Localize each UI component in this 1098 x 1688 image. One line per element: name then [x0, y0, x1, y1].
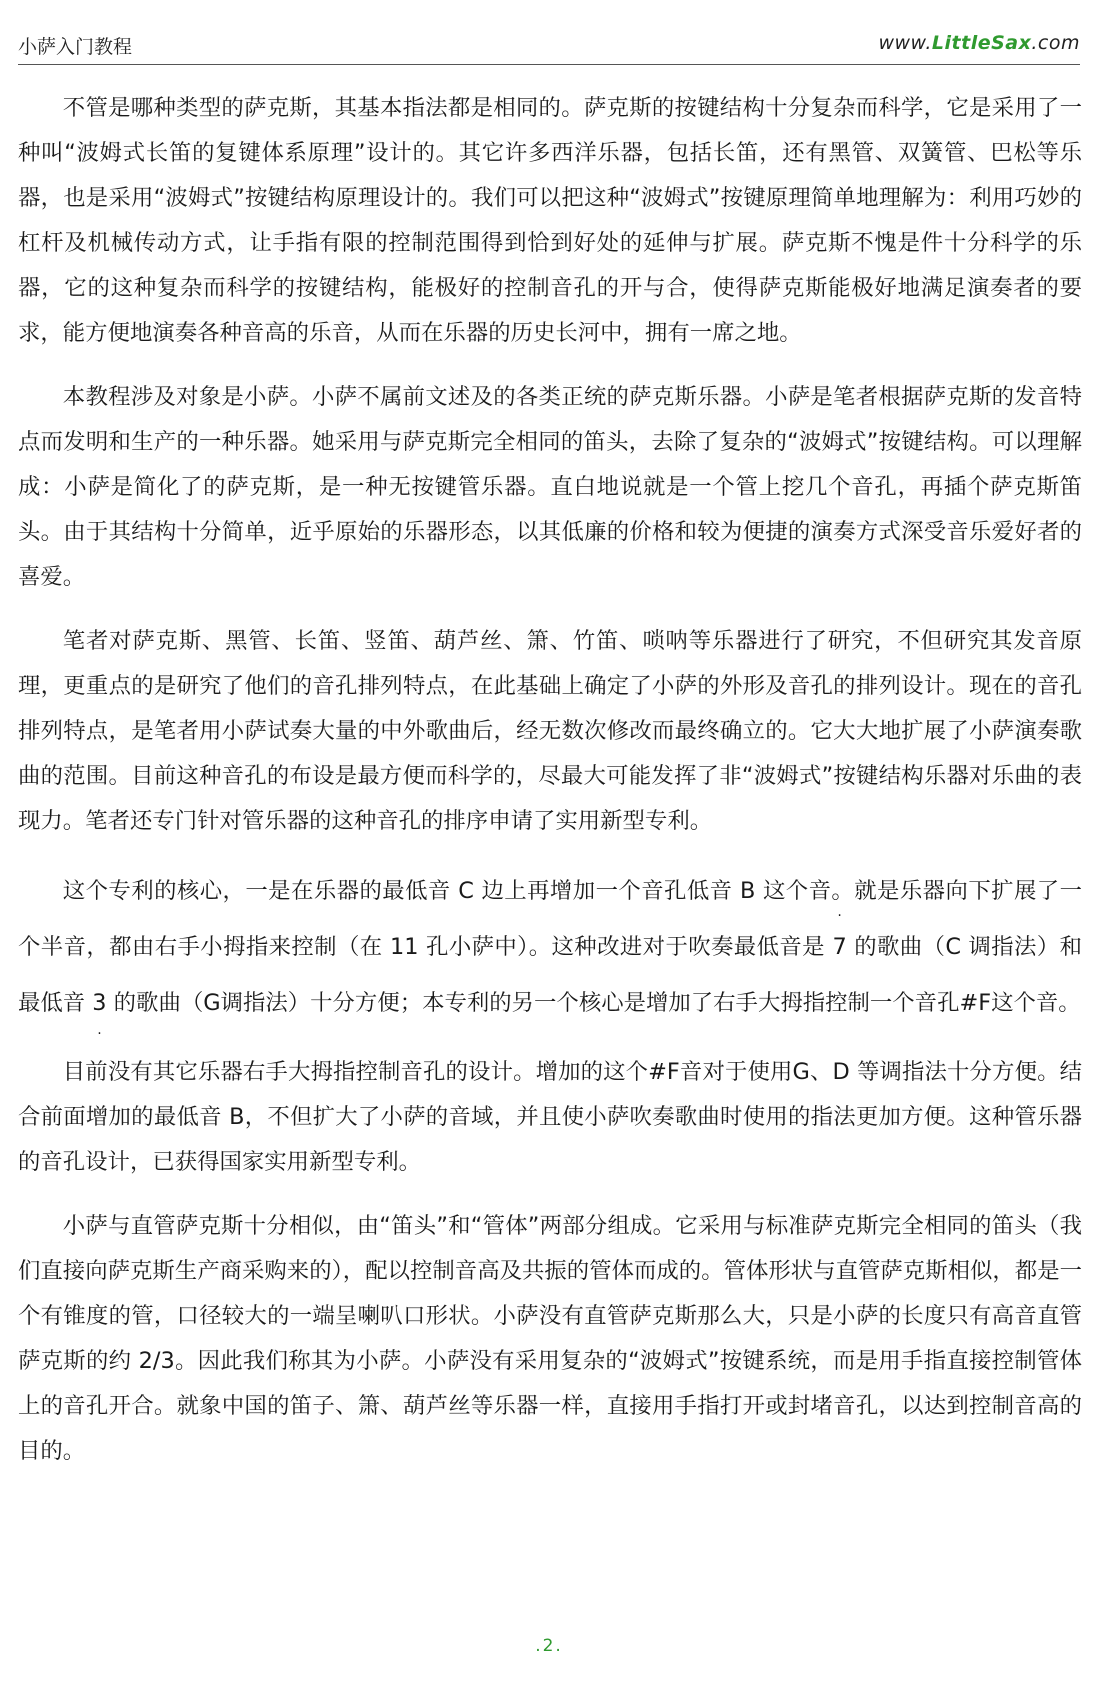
note-seven: 7	[832, 934, 847, 960]
note-dot-above: ·	[837, 908, 842, 924]
page-header	[18, 28, 1080, 65]
note-dot-below: ·	[97, 1026, 102, 1042]
paragraph-4	[18, 863, 1082, 1042]
site-prefix: www.	[878, 32, 932, 54]
site-suffix: .com	[1031, 32, 1080, 54]
header-website	[878, 32, 1080, 54]
paragraph-4-part1: 这个专利的核心，一是在乐器的最低音 C 边上再增加一个音孔低音 B 这个音。就是乐器向下扩展了一个半音，都由右手小拇指来控制（在 11 孔小萨中）。这种改进对于吹奏最低音是	[18, 878, 1082, 960]
note-three-low	[92, 975, 107, 1042]
paragraph-3: 笔者对萨克斯、黑管、长笛、竖笛、葫芦丝、箫、竹笛、唢呐等乐器进行了研究，不但研究其发音原理，更重点的是研究了他们的音孔排列特点，在此基础上确定了小萨的外形及音孔的排列设计。现在的音孔排列特点，是笔者用小萨试奏大量的中外歌曲后，经无数次修改而最终确立的。它大大地扩展了小萨演奏歌曲的范围。目前这种音孔的布设是最方便而科学的，尽最大可能发挥了非“波姆式”按键结构乐器对乐曲的表现力。笔者还专门针对管乐器的这种音孔的排序申请了实用新型专利。	[18, 628, 1082, 834]
paragraph-5: 目前没有其它乐器右手大拇指控制音孔的设计。增加的这个#F音对于使用G、D 等调指法十分方便。结合前面增加的最低音 B，不但扩大了小萨的音域，并且使小萨吹奏歌曲时使用的指法更加方便。这种管乐器的音孔设计，已获得国家实用新型专利。	[18, 1059, 1082, 1175]
header-title: 小萨入门教程	[18, 36, 133, 58]
page-number: .2.	[535, 1636, 563, 1656]
paragraph-2: 本教程涉及对象是小萨。小萨不属前文述及的各类正统的萨克斯乐器。小萨是笔者根据萨克斯的发音特点而发明和生产的一种乐器。她采用与萨克斯完全相同的笛头，去除了复杂的“波姆式”按键结构。可以理解成：小萨是简化了的萨克斯，是一种无按键管乐器。直白地说就是一个管上挖几个音孔，再插个萨克斯笛头。由于其结构十分简单，近乎原始的乐器形态，以其低廉的价格和较为便捷的演奏方式深受音乐爱好者的喜爱。	[18, 384, 1082, 590]
paragraph-1: 不管是哪种类型的萨克斯，其基本指法都是相同的。萨克斯的按键结构十分复杂而科学，它是采用了一种叫“波姆式长笛的复键体系原理”设计的。其它许多西洋乐器，包括长笛，还有黑管、双簧管、巴松等乐器，也是采用“波姆式”按键结构原理设计的。我们可以把这种“波姆式”按键原理简单地理解为：利用巧妙的杠杆及机械传动方式，让手指有限的控制范围得到恰到好处的延伸与扩展。萨克斯不愧是件十分科学的乐器，它的这种复杂而科学的按键结构，能极好的控制音孔的开与合，使得萨克斯能极好地满足演奏者的要求，能方便地演奏各种音高的乐音，从而在乐器的历史长河中，拥有一席之地。	[18, 95, 1082, 346]
paragraph-6: 小萨与直管萨克斯十分相似，由“笛头”和“管体”两部分组成。它采用与标准萨克斯完全相同的笛头（我们直接向萨克斯生产商采购来的），配以控制音高及共振的管体而成的。管体形状与直管萨克斯相似，都是一个有锥度的管，口径较大的一端呈喇叭口形状。小萨没有直管萨克斯那么大，只是小萨的长度只有高音直管萨克斯的约 2/3。因此我们称其为小萨。小萨没有采用复杂的“波姆式”按键系统，而是用手指直接控制管体上的音孔开合。就象中国的笛子、箫、葫芦丝等乐器一样，直接用手指打开或封堵音孔，以达到控制音高的目的。	[18, 1213, 1082, 1464]
page-content	[18, 86, 1082, 1493]
site-brand: LittleSax	[931, 32, 1032, 54]
paragraph-4-part2: 的歌曲（C 调指法）和最低音	[18, 934, 1082, 1016]
paragraph-4-part3: 的歌曲（G调指法）十分方便；本专利的另一个核心是增加了右手大拇指控制一个音孔#F这个音。	[106, 990, 1081, 1016]
note-seven-low	[832, 908, 847, 975]
note-three: 3	[92, 990, 107, 1016]
